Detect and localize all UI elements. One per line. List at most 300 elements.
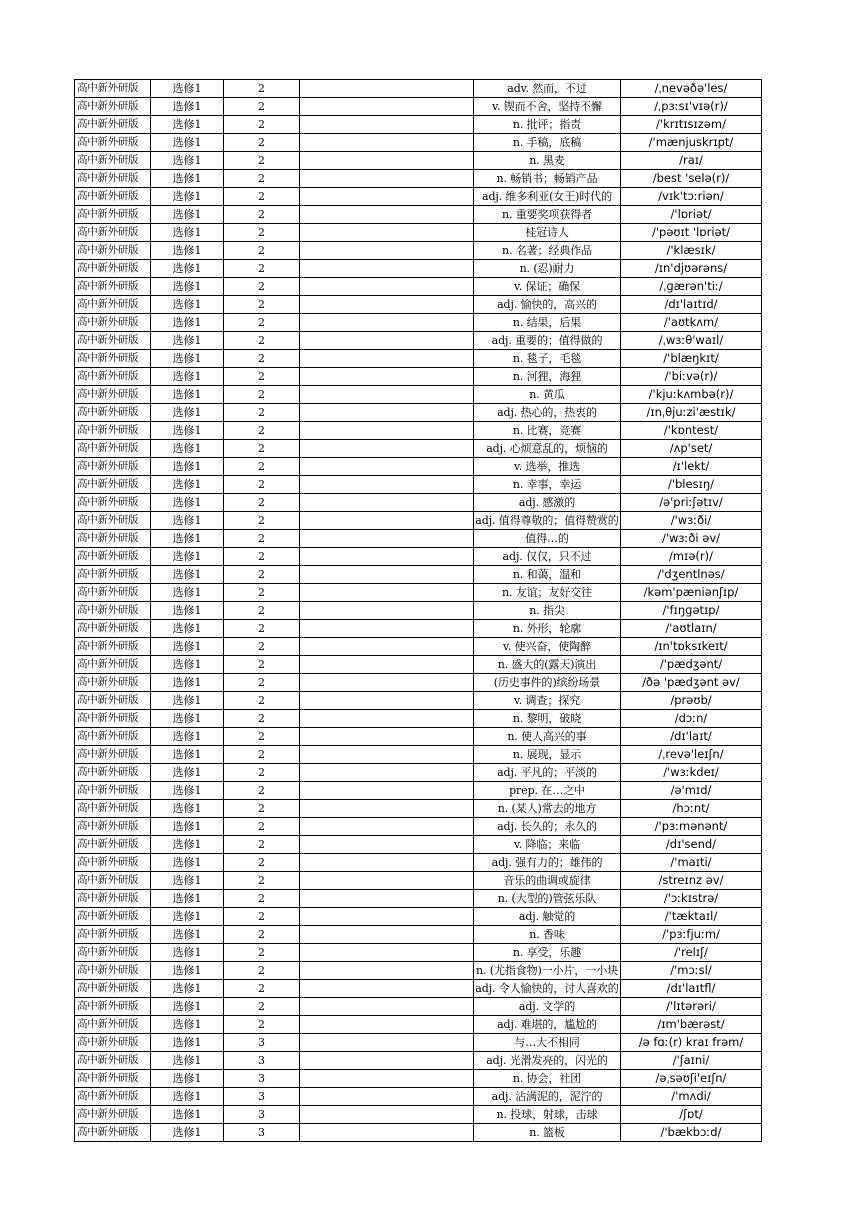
cell-unit: 2 [224,116,300,134]
cell-book: 高中新外研版 [75,152,151,170]
cell-book: 高中新外研版 [75,134,151,152]
cell-volume: 选修1 [151,944,224,962]
cell-pronunciation: /'lɪtərəri/ [621,998,762,1016]
cell-volume: 选修1 [151,638,224,656]
cell-unit: 2 [224,404,300,422]
cell-pronunciation: /'fɪŋɡətɪp/ [621,602,762,620]
cell-volume: 选修1 [151,656,224,674]
cell-word [300,728,474,746]
cell-book: 高中新外研版 [75,512,151,530]
cell-pronunciation: /'ʃaɪni/ [621,1052,762,1070]
table-row [75,206,762,224]
cell-book: 高中新外研版 [75,260,151,278]
table-row [75,746,762,764]
cell-volume: 选修1 [151,494,224,512]
cell-volume: 选修1 [151,620,224,638]
cell-meaning: adj. 文学的 [474,998,621,1016]
cell-meaning: 桂冠诗人 [474,224,621,242]
cell-volume: 选修1 [151,332,224,350]
cell-pronunciation: /ˌnevəðə'les/ [621,80,762,98]
cell-meaning: n. 展现，显示 [474,746,621,764]
cell-volume: 选修1 [151,170,224,188]
cell-meaning: n. 外形，轮廓 [474,620,621,638]
cell-volume: 选修1 [151,800,224,818]
cell-unit: 3 [224,1124,300,1142]
cell-volume: 选修1 [151,260,224,278]
cell-book: 高中新外研版 [75,818,151,836]
cell-pronunciation: /'mɔːsl/ [621,962,762,980]
cell-pronunciation: /'blesɪŋ/ [621,476,762,494]
cell-volume: 选修1 [151,458,224,476]
cell-volume: 选修1 [151,710,224,728]
cell-pronunciation: /'ɔːkɪstrə/ [621,890,762,908]
cell-pronunciation: /ˌwɜːθ'waɪl/ [621,332,762,350]
cell-book: 高中新外研版 [75,332,151,350]
cell-book: 高中新外研版 [75,1106,151,1124]
cell-meaning: 值得…的 [474,530,621,548]
cell-pronunciation: /'relɪʃ/ [621,944,762,962]
cell-volume: 选修1 [151,206,224,224]
cell-unit: 2 [224,134,300,152]
cell-pronunciation: /kəm'pæniənʃɪp/ [621,584,762,602]
cell-word [300,638,474,656]
cell-pronunciation: /'kjuːkʌmbə(r)/ [621,386,762,404]
cell-unit: 2 [224,368,300,386]
cell-volume: 选修1 [151,476,224,494]
cell-pronunciation: /'aʊtlaɪn/ [621,620,762,638]
cell-pronunciation: /ˌpɜːsɪ'vɪə(r)/ [621,98,762,116]
cell-unit: 2 [224,674,300,692]
cell-unit: 2 [224,476,300,494]
cell-volume: 选修1 [151,836,224,854]
table-row [75,1052,762,1070]
cell-volume: 选修1 [151,188,224,206]
cell-unit: 2 [224,638,300,656]
cell-word [300,170,474,188]
table-row [75,1034,762,1052]
cell-unit: 2 [224,170,300,188]
cell-meaning: n. 协会，社团 [474,1070,621,1088]
cell-meaning: n. 重要奖项获得者 [474,206,621,224]
cell-meaning: n. 河狸，海狸 [474,368,621,386]
cell-word [300,1034,474,1052]
cell-word [300,602,474,620]
cell-book: 高中新外研版 [75,530,151,548]
cell-book: 高中新外研版 [75,854,151,872]
cell-unit: 2 [224,530,300,548]
cell-pronunciation: /ə'priːʃətɪv/ [621,494,762,512]
cell-word [300,116,474,134]
cell-word [300,152,474,170]
cell-unit: 2 [224,440,300,458]
table-row [75,566,762,584]
cell-pronunciation: /əˌsəʊʃi'eɪʃn/ [621,1070,762,1088]
cell-pronunciation: /ɪn'djʊərəns/ [621,260,762,278]
cell-pronunciation: /ə'mɪd/ [621,782,762,800]
cell-unit: 2 [224,80,300,98]
cell-meaning: adj. 心烦意乱的，烦恼的 [474,440,621,458]
cell-book: 高中新外研版 [75,710,151,728]
table-row [75,170,762,188]
cell-meaning: n. (忍)耐力 [474,260,621,278]
table-row [75,422,762,440]
cell-meaning: n. 批评；指责 [474,116,621,134]
cell-meaning: n. 比赛，竞赛 [474,422,621,440]
cell-word [300,566,474,584]
cell-word [300,512,474,530]
cell-pronunciation: /prəʊb/ [621,692,762,710]
cell-pronunciation: /ˌɡærən'tiː/ [621,278,762,296]
cell-word [300,1124,474,1142]
cell-pronunciation: /ɪnˌθjuːzi'æstɪk/ [621,404,762,422]
table-row [75,1106,762,1124]
cell-unit: 2 [224,152,300,170]
cell-word [300,476,474,494]
cell-book: 高中新外研版 [75,116,151,134]
cell-word [300,206,474,224]
cell-meaning: n. 毯子，毛毯 [474,350,621,368]
cell-book: 高中新外研版 [75,584,151,602]
cell-pronunciation: /dɪ'send/ [621,836,762,854]
cell-meaning: v. 调查；探究 [474,692,621,710]
cell-unit: 2 [224,692,300,710]
cell-pronunciation: /dɔːn/ [621,710,762,728]
cell-word [300,530,474,548]
cell-unit: 2 [224,872,300,890]
cell-volume: 选修1 [151,566,224,584]
cell-book: 高中新外研版 [75,440,151,458]
cell-book: 高中新外研版 [75,692,151,710]
table-row [75,1016,762,1034]
cell-word [300,674,474,692]
table-row [75,314,762,332]
cell-unit: 2 [224,242,300,260]
cell-pronunciation: /'pɜːmənənt/ [621,818,762,836]
cell-unit: 2 [224,458,300,476]
table-row [75,926,762,944]
cell-volume: 选修1 [151,1016,224,1034]
table-row [75,908,762,926]
cell-book: 高中新外研版 [75,1088,151,1106]
cell-book: 高中新外研版 [75,782,151,800]
cell-volume: 选修1 [151,890,224,908]
cell-unit: 2 [224,656,300,674]
cell-pronunciation: /ðə 'pædʒənt əv/ [621,674,762,692]
cell-book: 高中新外研版 [75,296,151,314]
cell-volume: 选修1 [151,746,224,764]
cell-volume: 选修1 [151,674,224,692]
cell-pronunciation: /raɪ/ [621,152,762,170]
cell-unit: 2 [224,890,300,908]
table-row [75,188,762,206]
cell-volume: 选修1 [151,818,224,836]
cell-pronunciation: /'biːvə(r)/ [621,368,762,386]
cell-book: 高中新外研版 [75,494,151,512]
cell-pronunciation: /'aʊtkʌm/ [621,314,762,332]
cell-book: 高中新外研版 [75,962,151,980]
cell-unit: 2 [224,602,300,620]
cell-pronunciation: /ˌrevə'leɪʃn/ [621,746,762,764]
cell-book: 高中新外研版 [75,872,151,890]
cell-book: 高中新外研版 [75,764,151,782]
cell-unit: 2 [224,260,300,278]
cell-volume: 选修1 [151,278,224,296]
cell-book: 高中新外研版 [75,1070,151,1088]
table-row [75,458,762,476]
cell-book: 高中新外研版 [75,188,151,206]
cell-meaning: adj. 值得尊敬的；值得赞赏的 [474,512,621,530]
table-row [75,728,762,746]
cell-volume: 选修1 [151,854,224,872]
cell-word [300,458,474,476]
cell-pronunciation: /'pædʒənt/ [621,656,762,674]
cell-meaning: n. 指尖 [474,602,621,620]
cell-word [300,836,474,854]
cell-book: 高中新外研版 [75,1124,151,1142]
vocabulary-table [74,79,762,1142]
cell-volume: 选修1 [151,692,224,710]
cell-volume: 选修1 [151,350,224,368]
cell-book: 高中新外研版 [75,746,151,764]
cell-book: 高中新外研版 [75,476,151,494]
cell-volume: 选修1 [151,602,224,620]
cell-word [300,332,474,350]
table-row [75,278,762,296]
cell-book: 高中新外研版 [75,728,151,746]
cell-meaning: v. 降临；来临 [474,836,621,854]
cell-unit: 2 [224,296,300,314]
cell-meaning: adj. 光滑发亮的，闪光的 [474,1052,621,1070]
cell-meaning: n. 友谊；友好交往 [474,584,621,602]
cell-word [300,242,474,260]
cell-meaning: n. 黄瓜 [474,386,621,404]
cell-meaning: adj. 重要的；值得做的 [474,332,621,350]
cell-volume: 选修1 [151,530,224,548]
cell-book: 高中新外研版 [75,314,151,332]
table-row [75,368,762,386]
cell-unit: 2 [224,800,300,818]
cell-word [300,800,474,818]
cell-unit: 2 [224,422,300,440]
cell-volume: 选修1 [151,908,224,926]
cell-meaning: n. 香味 [474,926,621,944]
cell-pronunciation: /'pɜːfjuːm/ [621,926,762,944]
cell-book: 高中新外研版 [75,1016,151,1034]
cell-word [300,350,474,368]
cell-word [300,440,474,458]
table-row [75,944,762,962]
cell-pronunciation: /dɪ'laɪtɪd/ [621,296,762,314]
cell-book: 高中新外研版 [75,638,151,656]
cell-book: 高中新外研版 [75,890,151,908]
table-row [75,584,762,602]
table-row [75,512,762,530]
cell-meaning: n. 结果，后果 [474,314,621,332]
cell-book: 高中新外研版 [75,944,151,962]
cell-pronunciation: /'krɪtɪsɪzəm/ [621,116,762,134]
cell-word [300,818,474,836]
table-row [75,1070,762,1088]
cell-word [300,134,474,152]
cell-word [300,584,474,602]
table-row [75,800,762,818]
table-body [75,80,762,1142]
cell-book: 高中新外研版 [75,224,151,242]
table-row [75,134,762,152]
table-row [75,674,762,692]
cell-meaning: n. 黎明，破晓 [474,710,621,728]
table-row [75,80,762,98]
cell-unit: 2 [224,350,300,368]
cell-word [300,998,474,1016]
cell-unit: 3 [224,1088,300,1106]
cell-unit: 2 [224,566,300,584]
table-row [75,692,762,710]
cell-book: 高中新外研版 [75,404,151,422]
cell-volume: 选修1 [151,1124,224,1142]
cell-book: 高中新外研版 [75,278,151,296]
cell-book: 高中新外研版 [75,170,151,188]
cell-volume: 选修1 [151,152,224,170]
cell-unit: 2 [224,494,300,512]
cell-word [300,368,474,386]
table-row [75,1088,762,1106]
cell-book: 高中新外研版 [75,368,151,386]
cell-unit: 2 [224,944,300,962]
table-row [75,836,762,854]
cell-book: 高中新外研版 [75,656,151,674]
cell-unit: 2 [224,1016,300,1034]
cell-pronunciation: /'klæsɪk/ [621,242,762,260]
cell-pronunciation: /ɪm'bærəst/ [621,1016,762,1034]
cell-word [300,620,474,638]
cell-pronunciation: /'bækbɔːd/ [621,1124,762,1142]
cell-pronunciation: /'wɜːkdeɪ/ [621,764,762,782]
cell-unit: 2 [224,908,300,926]
cell-pronunciation: /'mænjuskrɪpt/ [621,134,762,152]
cell-book: 高中新外研版 [75,386,151,404]
cell-meaning: 与…大不相同 [474,1034,621,1052]
cell-meaning: v. 选举，推选 [474,458,621,476]
cell-word [300,692,474,710]
table-row [75,242,762,260]
cell-pronunciation: /ə fɑː(r) kraɪ frəm/ [621,1034,762,1052]
cell-book: 高中新外研版 [75,350,151,368]
cell-meaning: n. 幸事，幸运 [474,476,621,494]
cell-word [300,296,474,314]
cell-meaning: adj. 令人愉快的，讨人喜欢的 [474,980,621,998]
table-row [75,602,762,620]
cell-meaning: (历史事件的)缤纷场景 [474,674,621,692]
cell-meaning: 音乐的曲调或旋律 [474,872,621,890]
cell-word [300,944,474,962]
cell-unit: 2 [224,764,300,782]
table-row [75,98,762,116]
cell-word [300,188,474,206]
cell-unit: 2 [224,926,300,944]
cell-meaning: n. 和蔼，温和 [474,566,621,584]
table-row [75,764,762,782]
table-row [75,998,762,1016]
cell-unit: 2 [224,224,300,242]
cell-pronunciation: /vɪk'tɔːriən/ [621,188,762,206]
cell-pronunciation: /ɪn'tɒksɪkeɪt/ [621,638,762,656]
cell-volume: 选修1 [151,782,224,800]
cell-meaning: n. 投球，射球，击球 [474,1106,621,1124]
table-row [75,152,762,170]
cell-book: 高中新外研版 [75,602,151,620]
cell-word [300,1016,474,1034]
cell-pronunciation: /'mʌdi/ [621,1088,762,1106]
table-row [75,494,762,512]
cell-pronunciation: /'wɜːði əv/ [621,530,762,548]
cell-book: 高中新外研版 [75,206,151,224]
cell-word [300,764,474,782]
cell-volume: 选修1 [151,404,224,422]
cell-volume: 选修1 [151,224,224,242]
cell-word [300,962,474,980]
cell-meaning: adj. 愉快的，高兴的 [474,296,621,314]
cell-volume: 选修1 [151,422,224,440]
table-row [75,980,762,998]
cell-unit: 2 [224,188,300,206]
cell-word [300,782,474,800]
cell-pronunciation: /'wɜːði/ [621,512,762,530]
table-row [75,1124,762,1142]
table-row [75,656,762,674]
cell-pronunciation: /'dʒentlnəs/ [621,566,762,584]
cell-word [300,1106,474,1124]
cell-pronunciation: /'blæŋkɪt/ [621,350,762,368]
cell-unit: 2 [224,98,300,116]
cell-volume: 选修1 [151,1106,224,1124]
cell-meaning: v. 使兴奋，使陶醉 [474,638,621,656]
cell-volume: 选修1 [151,512,224,530]
cell-book: 高中新外研版 [75,422,151,440]
cell-unit: 2 [224,332,300,350]
table-row [75,530,762,548]
table-row [75,854,762,872]
cell-volume: 选修1 [151,242,224,260]
cell-pronunciation: /ʃɒt/ [621,1106,762,1124]
cell-word [300,980,474,998]
cell-meaning: adj. 长久的；永久的 [474,818,621,836]
cell-meaning: n. 手稿，底稿 [474,134,621,152]
cell-unit: 3 [224,1070,300,1088]
cell-word [300,98,474,116]
cell-unit: 2 [224,782,300,800]
cell-pronunciation: /mɪə(r)/ [621,548,762,566]
cell-word [300,908,474,926]
table-row [75,440,762,458]
cell-volume: 选修1 [151,1088,224,1106]
cell-book: 高中新外研版 [75,1034,151,1052]
cell-meaning: n. (尤指食物)一小片，一小块 [474,962,621,980]
cell-volume: 选修1 [151,1070,224,1088]
cell-book: 高中新外研版 [75,458,151,476]
cell-book: 高中新外研版 [75,566,151,584]
cell-word [300,1088,474,1106]
cell-meaning: n. 畅销书；畅销产品 [474,170,621,188]
cell-volume: 选修1 [151,386,224,404]
cell-word [300,872,474,890]
cell-volume: 选修1 [151,926,224,944]
cell-word [300,1052,474,1070]
cell-meaning: adj. 强有力的；雄伟的 [474,854,621,872]
table-row [75,782,762,800]
cell-word [300,422,474,440]
cell-volume: 选修1 [151,728,224,746]
